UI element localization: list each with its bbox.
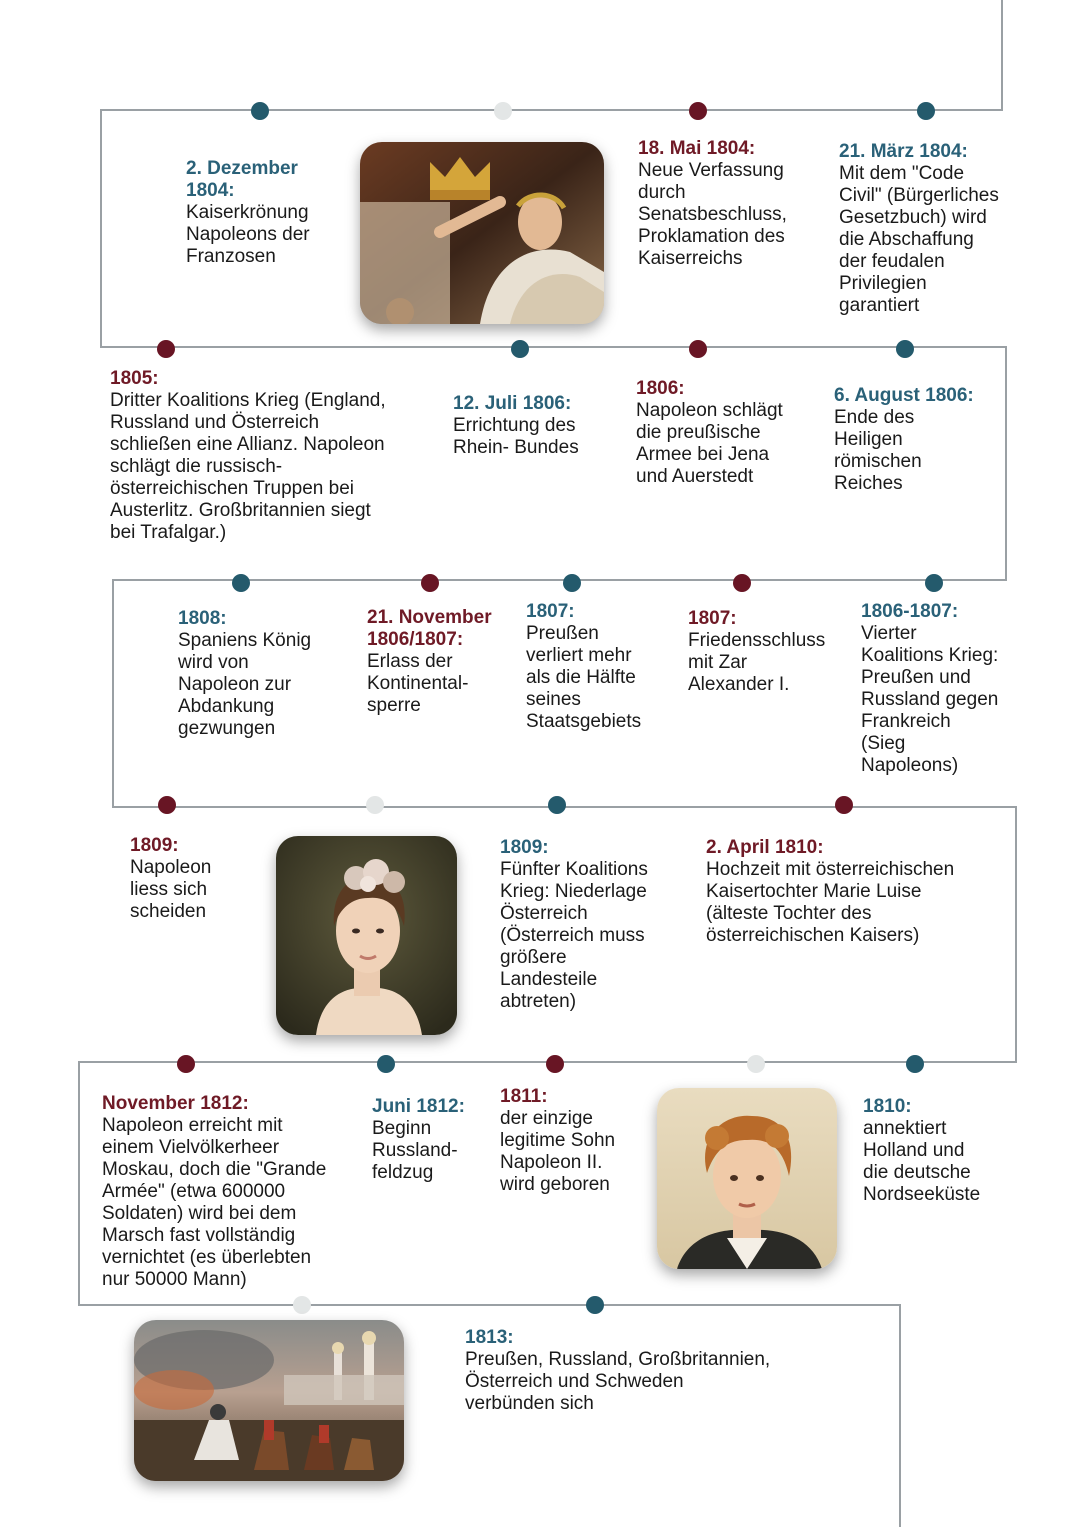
- event-text: Vierter Koalitions Krieg: Preußen und Russland gegen Frankreich (Sieg Napoleons): [861, 623, 999, 776]
- event-date: 1808:: [178, 608, 227, 629]
- event-date: 1809:: [130, 835, 179, 856]
- event-scheidung: [130, 835, 250, 923]
- event-text: Mit dem "Code Civil" (Bürgerliches Gesetzbuch) wird die Abschaffung der feudalen Privilegien garantiert: [839, 163, 999, 316]
- event-text: Beginn Russland- feldzug: [372, 1118, 458, 1183]
- event-friedensschluss: [688, 608, 848, 696]
- event-hochzeit: [706, 837, 1006, 947]
- event-moskau: [102, 1093, 362, 1291]
- event-text: Kaiserkrönung Napoleons der Franzosen: [186, 202, 310, 267]
- timeline-marker: [251, 102, 269, 120]
- timeline-marker: [906, 1055, 924, 1073]
- event-text: Napoleon erreicht mit einem Vielvölkerheer Moskau, doch die "Grande Armée" (etwa 600000 Soldaten) wird bei dem Marsch fast vollständig vernichtet (es überlebten nur 50000 Mann): [102, 1115, 327, 1290]
- event-date: 12. Juli 1806:: [453, 393, 572, 414]
- event-verfassung: [638, 138, 818, 270]
- event-date: 1805:: [110, 368, 159, 389]
- event-kaiserkroenung: [186, 158, 336, 268]
- event-text: Spaniens König wird von Napoleon zur Abdankung gezwungen: [178, 630, 312, 739]
- marie-louise-portrait: [276, 836, 457, 1035]
- timeline-marker: [293, 1296, 311, 1314]
- event-kontinentalsperre: [367, 607, 517, 717]
- event-date: 21. März 1804:: [839, 141, 968, 162]
- event-date: 1813:: [465, 1327, 514, 1348]
- event-date: November 1812:: [102, 1093, 249, 1114]
- event-fuenfter-koalitionskrieg: [500, 837, 680, 1013]
- event-dritter-koalitionskrieg: [110, 368, 420, 544]
- event-date: 6. August 1806:: [834, 385, 974, 406]
- event-text: annektiert Holland und die deutsche Nordseeküste: [863, 1118, 981, 1205]
- event-preussen-verlust: [526, 601, 676, 733]
- timeline-marker: [835, 796, 853, 814]
- event-text: Erlass der Kontinental- sperre: [367, 651, 469, 716]
- timeline-marker: [896, 340, 914, 358]
- timeline-marker: [925, 574, 943, 592]
- event-text: der einzige legitime Sohn Napoleon II. wird geboren: [500, 1108, 616, 1195]
- event-text: Dritter Koalitions Krieg (England, Russland und Österreich schließen eine Allianz. Napoleon schlägt die russisch- österreichischen Truppen bei Austerlitz. Großbritannien siegt bei Trafalgar.): [110, 390, 386, 543]
- timeline-marker: [377, 1055, 395, 1073]
- event-date: Juni 1812:: [372, 1096, 465, 1117]
- timeline-marker: [177, 1055, 195, 1073]
- event-annexion: [863, 1096, 1023, 1206]
- timeline-marker: [546, 1055, 564, 1073]
- event-text: Preußen verliert mehr als die Hälfte seines Staatsgebiets: [526, 623, 642, 732]
- event-rheinbund: [453, 393, 613, 459]
- event-russlandfeldzug: [372, 1096, 482, 1184]
- event-ende-reich: [834, 385, 1004, 495]
- event-date: 1807:: [526, 601, 575, 622]
- timeline-marker: [158, 796, 176, 814]
- timeline-marker: [689, 102, 707, 120]
- timeline-marker: [563, 574, 581, 592]
- event-date: 2. Dezember 1804:: [186, 158, 298, 201]
- event-text: Napoleon schlägt die preußische Armee bei Jena und Auerstedt: [636, 400, 783, 487]
- event-spanien: [178, 608, 338, 740]
- timeline-marker: [366, 796, 384, 814]
- timeline-marker: [689, 340, 707, 358]
- timeline-marker: [733, 574, 751, 592]
- timeline-marker: [421, 574, 439, 592]
- event-date: 1809:: [500, 837, 549, 858]
- event-date: 2. April 1810:: [706, 837, 824, 858]
- event-date: 18. Mai 1804:: [638, 138, 756, 159]
- moscow-fire-painting: [134, 1320, 404, 1481]
- timeline-marker: [586, 1296, 604, 1314]
- timeline-marker: [747, 1055, 765, 1073]
- event-vierter-koalitionskrieg: [861, 601, 1031, 777]
- event-text: Hochzeit mit österreichischen Kaisertochter Marie Luise (älteste Tochter des österreichischen Kaisers): [706, 859, 955, 946]
- event-text: Fünfter Koalitions Krieg: Niederlage Österreich (Österreich muss größere Landesteile abtreten): [500, 859, 648, 1012]
- timeline-marker: [157, 340, 175, 358]
- coronation-painting: [360, 142, 604, 324]
- event-napoleon-ii: [500, 1086, 650, 1196]
- event-date: 1811:: [500, 1086, 548, 1107]
- event-text: Ende des Heiligen römischen Reiches: [834, 407, 922, 494]
- timeline-marker: [548, 796, 566, 814]
- event-date: 1806-1807:: [861, 601, 959, 622]
- event-buendnis-1813: [465, 1327, 805, 1415]
- event-text: Errichtung des Rhein- Bundes: [453, 415, 579, 458]
- timeline-marker: [232, 574, 250, 592]
- event-text: Neue Verfassung durch Senatsbeschluss, Proklamation des Kaiserreichs: [638, 160, 787, 269]
- event-date: 1806:: [636, 378, 685, 399]
- napoleon-ii-portrait: [657, 1088, 837, 1269]
- event-date: 21. November 1806/1807:: [367, 607, 492, 650]
- timeline-marker: [511, 340, 529, 358]
- timeline-marker: [917, 102, 935, 120]
- event-code-civil: [839, 141, 1029, 317]
- event-text: Preußen, Russland, Großbritannien, Österreich und Schweden verbünden sich: [465, 1349, 771, 1414]
- event-date: 1807:: [688, 608, 737, 629]
- event-text: Friedensschluss mit Zar Alexander I.: [688, 630, 826, 695]
- event-jena-auerstedt: [636, 378, 816, 488]
- timeline-marker: [494, 102, 512, 120]
- event-text: Napoleon liess sich scheiden: [130, 857, 212, 922]
- event-date: 1810:: [863, 1096, 912, 1117]
